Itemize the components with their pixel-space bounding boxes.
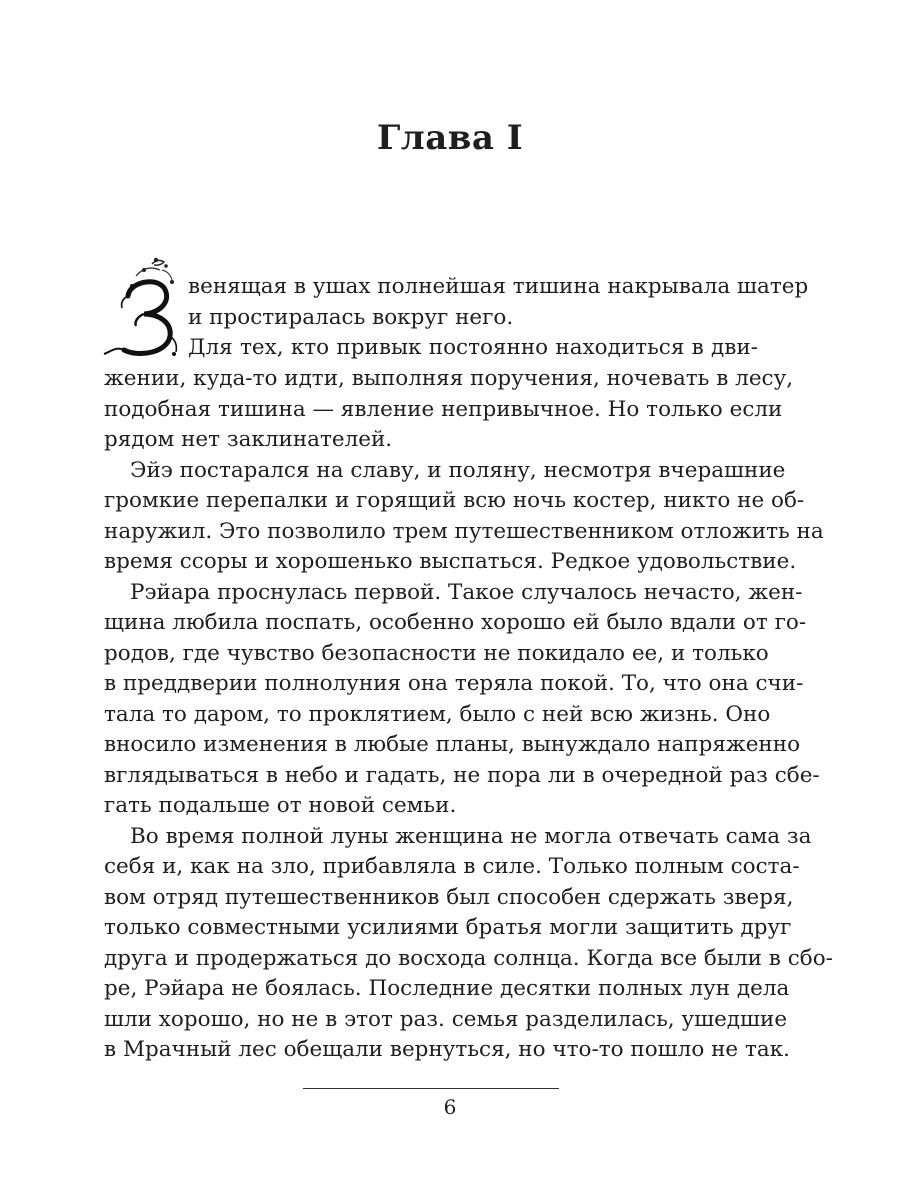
text-line: вом отряд путешественников был способен сдержать зверя, xyxy=(104,884,794,910)
body-text xyxy=(104,272,833,1066)
text-line: тала то даром, то проклятием, было с ней всю жизнь. Оно xyxy=(104,701,771,727)
text-line: время ссоры и хорошенько выспаться. Редкое удовольствие. xyxy=(104,549,797,574)
text-line: Для тех, кто привык постоянно находиться в дви- xyxy=(188,335,758,360)
text-line: вносило изменения в любые планы, вынуждало напряженно xyxy=(104,732,801,757)
text-line: и простиралась вокруг него. xyxy=(188,304,514,330)
page-number: 6 xyxy=(443,1095,457,1119)
text-line: только совместными усилиями братья могли защитить друг xyxy=(104,915,792,940)
drop-cap xyxy=(100,256,184,364)
text-line: вглядываться в небо и гадать, не пора ли в очередной раз сбе- xyxy=(104,762,820,788)
text-line: родов, где чувство безопасности не покидало ее, и только xyxy=(104,640,769,666)
text-line: подобная тишина — явление непривычное. Но только если xyxy=(104,396,783,422)
text-line: жении, куда-то идти, выполняя поручения, ночевать в лесу, xyxy=(104,366,794,391)
text-line: щина любила поспать, особенно хорошо ей было вдали от го- xyxy=(104,610,807,635)
footer-divider xyxy=(303,1088,559,1089)
text-line: громкие перепалки и горящий всю ночь костер, никто не об- xyxy=(104,488,805,513)
text-line: в преддверии полнолуния она теряла покой. То, что она счи- xyxy=(104,671,804,696)
text-line: рядом нет заклинателей. xyxy=(104,427,393,452)
text-line: себя и, как на зло, прибавляла в силе. Только полным соста- xyxy=(104,854,800,879)
text-line: Рэйара проснулась первой. Такое случалось нечасто, жен- xyxy=(130,579,803,605)
ornate-drop-cap-icon xyxy=(100,256,184,364)
text-line: венящая в ушах полнейшая тишина накрывала шатер xyxy=(188,274,809,299)
text-line: ре, Рэйара не боялась. Последние десятки полных лун дела xyxy=(104,976,790,1001)
text-line: друга и продержаться до восхода солнца. Когда все были в сбо- xyxy=(104,945,833,971)
text-line: в Мрачный лес обещали вернуться, но что-то пошло не так. xyxy=(104,1037,790,1062)
text-line: Во время полной луны женщина не могла отвечать сама за xyxy=(130,823,812,849)
chapter-title: Глава I xyxy=(376,118,524,158)
text-line: Эйэ постарался на славу, и поляну, несмотря вчерашние xyxy=(130,457,786,483)
text-line: наружил. Это позволило трем путешественником отложить на xyxy=(104,518,824,544)
text-line: гать подальше от новой семьи. xyxy=(104,793,457,818)
text-line: шли хорошо, но не в этот раз. семья разделилась, ушедшие xyxy=(104,1006,788,1032)
